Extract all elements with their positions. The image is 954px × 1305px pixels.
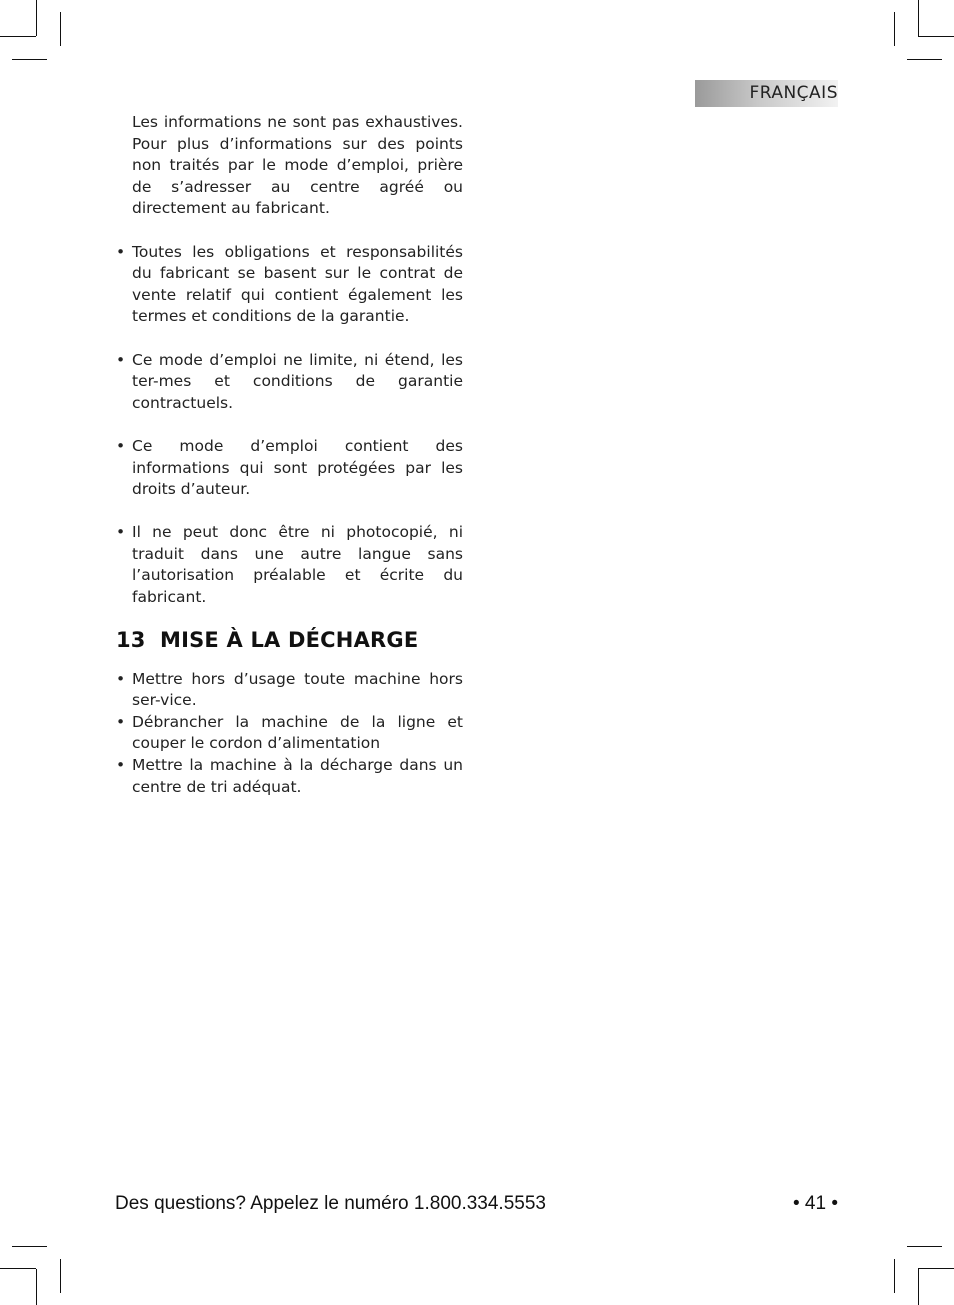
list-item xyxy=(116,350,463,415)
intro-paragraph: Les informations ne sont pas exhaustives. Pour plus d’informations sur des points non traités par le mode d’emploi, prière de s’adresser au centre agréé ou directement au fabricant. xyxy=(132,113,463,218)
list-item-text: Toutes les obligations et responsabilités du fabricant se basent sur le contrat de vente relatif qui contient également les termes et conditions de la garantie. xyxy=(132,242,463,326)
crop-mark xyxy=(60,12,61,46)
crop-mark xyxy=(918,36,954,37)
crop-mark xyxy=(36,0,37,36)
crop-mark xyxy=(894,12,895,46)
list-item xyxy=(116,522,463,608)
crop-mark xyxy=(907,1246,942,1247)
bullet-icon: • xyxy=(116,436,126,455)
crop-mark xyxy=(894,1259,895,1293)
crop-mark xyxy=(907,59,942,60)
list-item-text: Débrancher la machine de la ligne et couper le cordon d’alimentation xyxy=(132,712,463,753)
section-title: MISE À LA DÉCHARGE xyxy=(160,627,419,652)
crop-mark xyxy=(12,59,47,60)
list-item xyxy=(116,669,463,712)
crop-mark xyxy=(0,1268,36,1269)
bullet-icon: • xyxy=(116,669,126,688)
crop-mark xyxy=(918,1268,954,1269)
list-item-text: Ce mode d’emploi ne limite, ni étend, les ter-mes et conditions de garantie contractuels. xyxy=(132,350,463,412)
section-number: 13 xyxy=(116,627,146,652)
list-item-text: Ce mode d’emploi contient des informations qui sont protégées par les droits d’auteur. xyxy=(132,436,463,499)
crop-mark xyxy=(918,1269,919,1305)
crop-mark xyxy=(36,1269,37,1305)
crop-mark xyxy=(0,36,36,37)
bullet-icon: • xyxy=(116,756,126,775)
crop-mark xyxy=(918,0,919,36)
support-phone-text: Des questions? Appelez le numéro 1.800.334.5553 xyxy=(115,1193,546,1214)
page-number: • 41 • xyxy=(793,1193,838,1214)
list-item xyxy=(116,436,463,501)
bullet-icon: • xyxy=(116,523,126,542)
list-item-text: Il ne peut donc être ni photocopié, ni traduit dans une autre langue sans l’autorisation préalable et écrite du fabricant. xyxy=(132,523,463,607)
section-heading xyxy=(116,627,463,653)
bullet-icon: • xyxy=(116,350,126,369)
language-label: FRANÇAIS xyxy=(749,83,838,103)
crop-mark xyxy=(12,1246,47,1247)
list-item xyxy=(116,755,463,798)
list-item-text: Mettre hors d’usage toute machine hors ser-vice. xyxy=(132,669,463,710)
bullet-icon: • xyxy=(116,712,126,731)
list-item xyxy=(116,712,463,755)
list-item xyxy=(116,242,463,328)
content-column xyxy=(116,112,463,798)
language-tab xyxy=(695,80,838,107)
crop-mark xyxy=(60,1259,61,1293)
bullet-icon: • xyxy=(116,242,126,261)
list-item-text: Mettre la machine à la décharge dans un centre de tri adéquat. xyxy=(132,756,463,796)
